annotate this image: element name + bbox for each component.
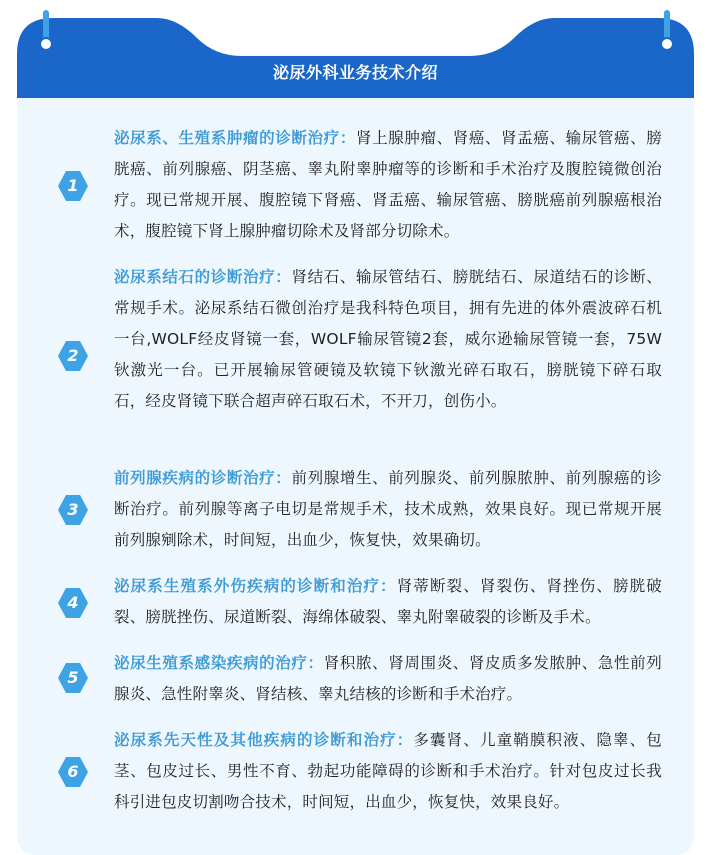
- intro-card: [17, 0, 694, 855]
- item-body: 前列腺增生、前列腺炎、前列腺脓肿、前列腺癌的诊断治疗。前列腺等离子电切是常规手术，技术成熟，效果良好。现已常规开展前列腺剜除术，时间短，出血少，恢复快，效果确切。: [114, 469, 662, 549]
- number-badge-label: 6: [67, 762, 79, 781]
- item-text: [114, 463, 662, 556]
- item-body: 肾上腺肿瘤、肾癌、肾盂癌、输尿管癌、膀胱癌、前列腺癌、阴茎癌、睾丸附睾肿瘤等的诊断和手术治疗及腹腔镜微创治疗。现已常规开展、腹腔镜下肾癌、肾盂癌、输尿管癌、膀胱癌前列腺癌根治术，腹腔镜下肾上腺肿瘤切除术及肾部分切除术。: [114, 129, 662, 240]
- item-text: [114, 725, 662, 818]
- item-body: 肾结石、输尿管结石、膀胱结石、尿道结石的诊断、常规手术。泌尿系结石微创治疗是我科特色项目，拥有先进的体外震波碎石机一台,WOLF经皮肾镜一套，WOLF输尿管镜2套，威尔逊输尿管镜一套，75W钬激光一台。已开展输尿管硬镜及软镜下钬激光碎石取石，膀胱镜下碎石取石，经皮肾镜下联合超声碎石取石术，不开刀，创伤小。: [114, 268, 662, 410]
- item-body: 肾蒂断裂、肾裂伤、肾挫伤、膀胱破裂、膀胱挫伤、尿道断裂、海绵体破裂、睾丸附睾破裂的诊断及手术。: [114, 577, 662, 626]
- number-badge: [57, 756, 89, 788]
- item-heading: 泌尿系先天性及其他疾病的诊断和治疗：: [114, 731, 414, 749]
- number-badge-label: 4: [67, 593, 79, 612]
- item-heading: 泌尿系结石的诊断治疗：: [114, 268, 292, 286]
- binder-ring-left: [41, 10, 51, 52]
- binder-ring-right: [662, 10, 672, 52]
- page-title: 泌尿外科业务技术介绍: [272, 63, 438, 82]
- item-text: [114, 123, 662, 247]
- number-badge: [57, 494, 89, 526]
- number-badge: [57, 340, 89, 372]
- header-banner: [17, 18, 694, 98]
- item-text: [114, 571, 662, 633]
- item-text: [114, 262, 662, 417]
- number-badge-label: 5: [67, 668, 79, 687]
- item-heading: 泌尿系生殖系外伤疾病的诊断和治疗：: [114, 577, 397, 595]
- banner-shape: [17, 18, 694, 98]
- item-text: [114, 648, 662, 710]
- number-badge: [57, 662, 89, 694]
- number-badge-label: 3: [67, 500, 79, 519]
- item-heading: 前列腺疾病的诊断治疗：: [114, 469, 292, 487]
- item-body: 肾积脓、肾周围炎、肾皮质多发脓肿、急性前列腺炎、急性附睾炎、肾结核、睾丸结核的诊断和手术治疗。: [114, 654, 663, 703]
- number-badge-label: 1: [67, 176, 79, 195]
- number-badge: [57, 587, 89, 619]
- item-body: 多囊肾、儿童鞘膜积液、隐睾、包茎、包皮过长、男性不育、勃起功能障碍的诊断和手术治疗。针对包皮过长我科引进包皮切割吻合技术，时间短，出血少，恢复快，效果良好。: [114, 731, 662, 811]
- number-badge-label: 2: [67, 346, 79, 365]
- item-heading: 泌尿生殖系感染疾病的治疗：: [114, 654, 324, 672]
- item-heading: 泌尿系、生殖系肿瘤的诊断治疗：: [114, 129, 356, 147]
- number-badge: [57, 170, 89, 202]
